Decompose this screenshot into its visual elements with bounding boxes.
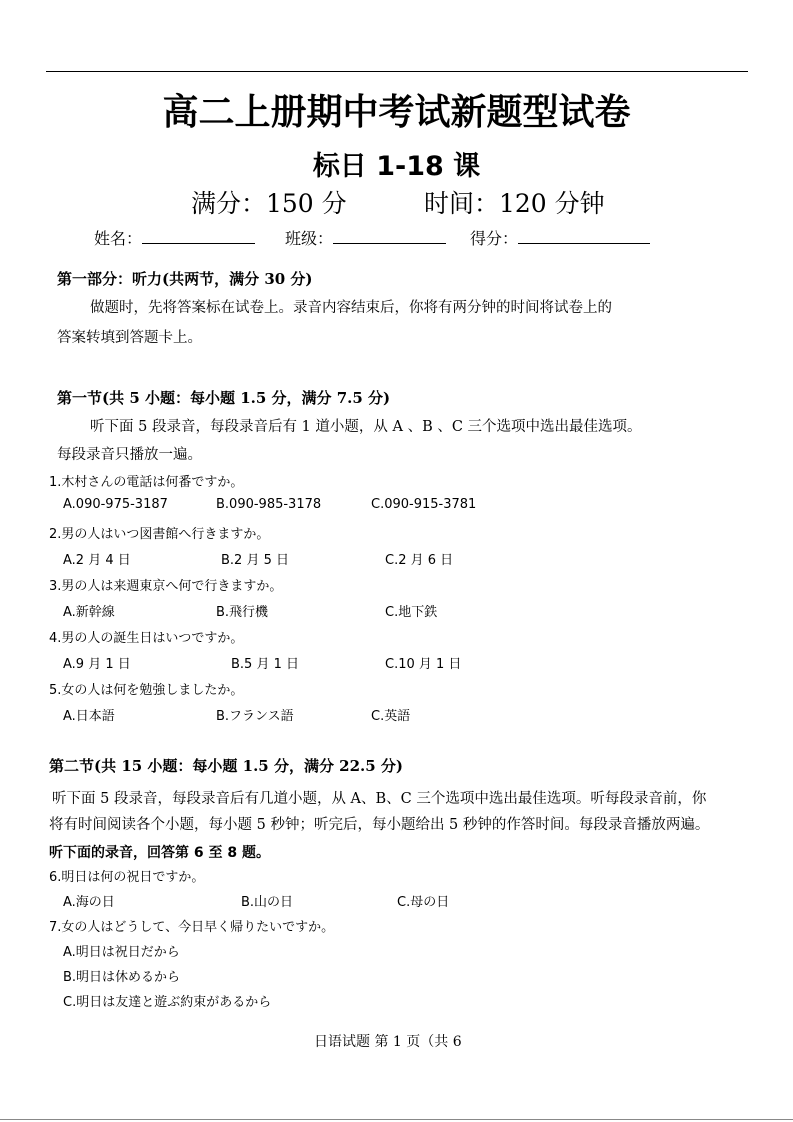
- q5-option-c: C.英語: [371, 709, 411, 724]
- section2-instruction-line2: 将有时间阅读各个小题，每小题 5 秒钟；听完后，每小题给出 5 秒钟的作答时间。每段录音播放两遍。: [49, 817, 710, 833]
- points-blank[interactable]: [518, 229, 650, 244]
- section1-instruction-line1: 听下面 5 段录音，每段录音后有 1 道小题，从 A 、B 、C 三个选项中选出最佳选项。: [90, 419, 642, 435]
- score-info: 满分：150 分: [191, 189, 347, 218]
- q2-option-c: C.2 月 6 日: [385, 553, 454, 568]
- question-1: 1.木村さんの電話は何番ですか。: [49, 475, 244, 490]
- points-label: 得分：: [470, 229, 519, 248]
- q6-option-b: B.山の日: [241, 895, 294, 910]
- points-field: [470, 226, 650, 249]
- q2-option-b: B.2 月 5 日: [221, 553, 289, 568]
- class-field: [285, 226, 446, 249]
- section1-instruction-line2: 每段录音只播放一遍。: [57, 447, 202, 463]
- time-info: 时间：120 分钟: [424, 189, 605, 218]
- q6-option-c: C.母の日: [397, 895, 450, 910]
- class-blank[interactable]: [333, 229, 446, 244]
- q3-option-a: A.新幹線: [63, 605, 115, 620]
- q1-option-a: A.090-975-3187: [63, 497, 168, 512]
- section2-heading: 第二节(共 15 小题：每小题 1.5 分，满分 22.5 分): [49, 757, 404, 775]
- listen-note: 听下面的录音，回答第 6 至 8 题。: [49, 845, 270, 861]
- question-2: 2.男の人はいつ図書館へ行きますか。: [49, 527, 270, 542]
- q7-option-c: C.明日は友達と遊ぶ約束があるから: [63, 995, 272, 1010]
- q2-option-a: A.2 月 4 日: [63, 553, 131, 568]
- question-5: 5.女の人は何を勉強しましたか。: [49, 683, 244, 698]
- q4-option-b: B.5 月 1 日: [231, 657, 299, 672]
- question-3: 3.男の人は来週東京へ何で行きますか。: [49, 579, 283, 594]
- q1-option-c: C.090-915-3781: [371, 497, 477, 512]
- q6-option-a: A.海の日: [63, 895, 115, 910]
- section2-instruction-line1: 听下面 5 段录音，每段录音后有几道小题，从 A、B、C 三个选项中选出最佳选项。听每段录音前，你: [52, 791, 707, 807]
- question-7: 7.女の人はどうして、今日早く帰りたいですか。: [49, 920, 335, 935]
- bottom-rule: [0, 1119, 793, 1120]
- exam-subtitle: 标日 1-18 课: [312, 151, 481, 182]
- class-label: 班级：: [285, 229, 334, 248]
- q4-option-a: A.9 月 1 日: [63, 657, 131, 672]
- q7-option-a: A.明日は祝日だから: [63, 945, 180, 960]
- part1-instruction-line1: 做题时，先将答案标在试卷上。录音内容结束后，你将有两分钟的时间将试卷上的: [90, 300, 612, 316]
- question-6: 6.明日は何の祝日ですか。: [49, 870, 205, 885]
- page-footer: 日语试题 第 1 页（共 6: [314, 1034, 462, 1050]
- q3-option-c: C.地下鉄: [385, 605, 438, 620]
- part1-heading: 第一部分：听力(共两节，满分 30 分): [57, 270, 313, 288]
- q5-option-a: A.日本語: [63, 709, 115, 724]
- name-field: [94, 226, 255, 249]
- q7-option-b: B.明日は休めるから: [63, 970, 181, 985]
- top-rule: [46, 71, 748, 72]
- q1-option-b: B.090-985-3178: [216, 497, 322, 512]
- q3-option-b: B.飛行機: [216, 605, 269, 620]
- exam-title: 高二上册期中考试新题型试卷: [162, 91, 631, 133]
- question-4: 4.男の人の誕生日はいつですか。: [49, 631, 244, 646]
- part1-instruction-line2: 答案转填到答题卡上。: [57, 330, 202, 346]
- name-blank[interactable]: [142, 229, 255, 244]
- q4-option-c: C.10 月 1 日: [385, 657, 462, 672]
- name-label: 姓名：: [94, 229, 143, 248]
- q5-option-b: B.フランス語: [216, 709, 294, 724]
- section1-heading: 第一节(共 5 小题：每小题 1.5 分，满分 7.5 分): [57, 389, 391, 407]
